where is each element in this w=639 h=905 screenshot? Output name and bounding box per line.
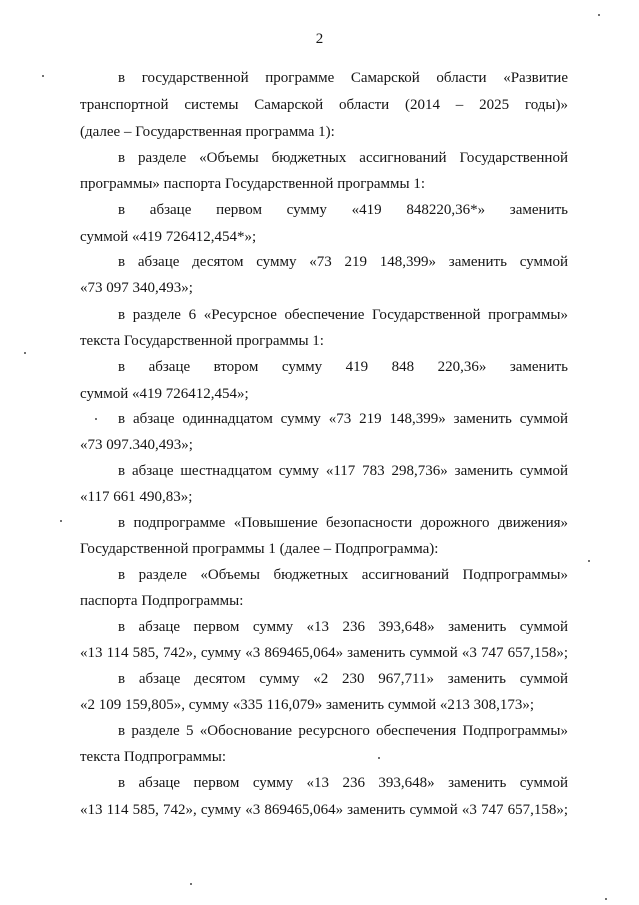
text-line: «117 661 490,83»; <box>80 489 193 505</box>
text-line: «2 109 159,805», сумму «335 116,079» заменить суммой «213 308,173»; <box>80 697 535 713</box>
text-line: в абзаце первом сумму «419 848220,36*» заменить <box>118 202 568 218</box>
text-line: Государственной программы 1 (далее – Подпрограмма): <box>80 541 439 557</box>
text-line: в разделе 5 «Обоснование ресурсного обеспечения Подпрограммы» <box>118 723 568 739</box>
scan-speck <box>95 418 97 420</box>
text-line: в абзаце первом сумму «13 236 393,648» заменить суммой <box>118 619 568 635</box>
scan-speck <box>378 757 380 759</box>
scan-speck <box>605 898 607 900</box>
text-line: суммой «419 726412,454»; <box>80 386 249 402</box>
text-line: программы» паспорта Государственной программы 1: <box>80 176 426 192</box>
text-line: «13 114 585, 742», сумму «3 869465,064» заменить суммой «3 747 657,158»; <box>80 645 568 661</box>
text-line: в абзаце десятом сумму «73 219 148,399» заменить суммой <box>118 254 568 270</box>
text-line: в абзаце одиннадцатом сумму «73 219 148,399» заменить суммой <box>118 411 568 427</box>
text-line: (далее – Государственная программа 1): <box>80 124 335 140</box>
text-line: в разделе 6 «Ресурсное обеспечение Государственной программы» <box>118 307 568 323</box>
text-line: в государственной программе Самарской области «Развитие <box>118 70 568 86</box>
text-line: «73 097 340,493»; <box>80 280 193 296</box>
text-line: транспортной системы Самарской области (2014 – 2025 годы)» <box>80 97 568 113</box>
text-line: текста Государственной программы 1: <box>80 333 324 349</box>
scan-speck <box>588 560 590 562</box>
text-line: в подпрограмме «Повышение безопасности дорожного движения» <box>118 515 568 531</box>
text-line: в абзаце первом сумму «13 236 393,648» заменить суммой <box>118 775 568 791</box>
text-line: в абзаце десятом сумму «2 230 967,711» заменить суммой <box>118 671 568 687</box>
text-line: в разделе «Объемы бюджетных ассигнований Государственной <box>118 150 568 166</box>
scan-speck <box>24 352 26 354</box>
text-line: паспорта Подпрограммы: <box>80 593 244 609</box>
scan-speck <box>60 520 62 522</box>
scan-speck <box>598 14 600 16</box>
page-number: 2 <box>315 31 324 47</box>
text-line: «73 097.340,493»; <box>80 437 193 453</box>
text-line: в абзаце шестнадцатом сумму «117 783 298,736» заменить суммой <box>118 463 568 479</box>
text-line: в абзаце втором сумму 419 848 220,36» заменить <box>118 359 568 375</box>
text-line: текста Подпрограммы: <box>80 749 227 765</box>
text-line: в разделе «Объемы бюджетных ассигнований Подпрограммы» <box>118 567 568 583</box>
scan-speck <box>190 883 192 885</box>
text-line: «13 114 585, 742», сумму «3 869465,064» заменить суммой «3 747 657,158»; <box>80 802 568 818</box>
text-line: суммой «419 726412,454*»; <box>80 229 257 245</box>
scan-speck <box>42 75 44 77</box>
